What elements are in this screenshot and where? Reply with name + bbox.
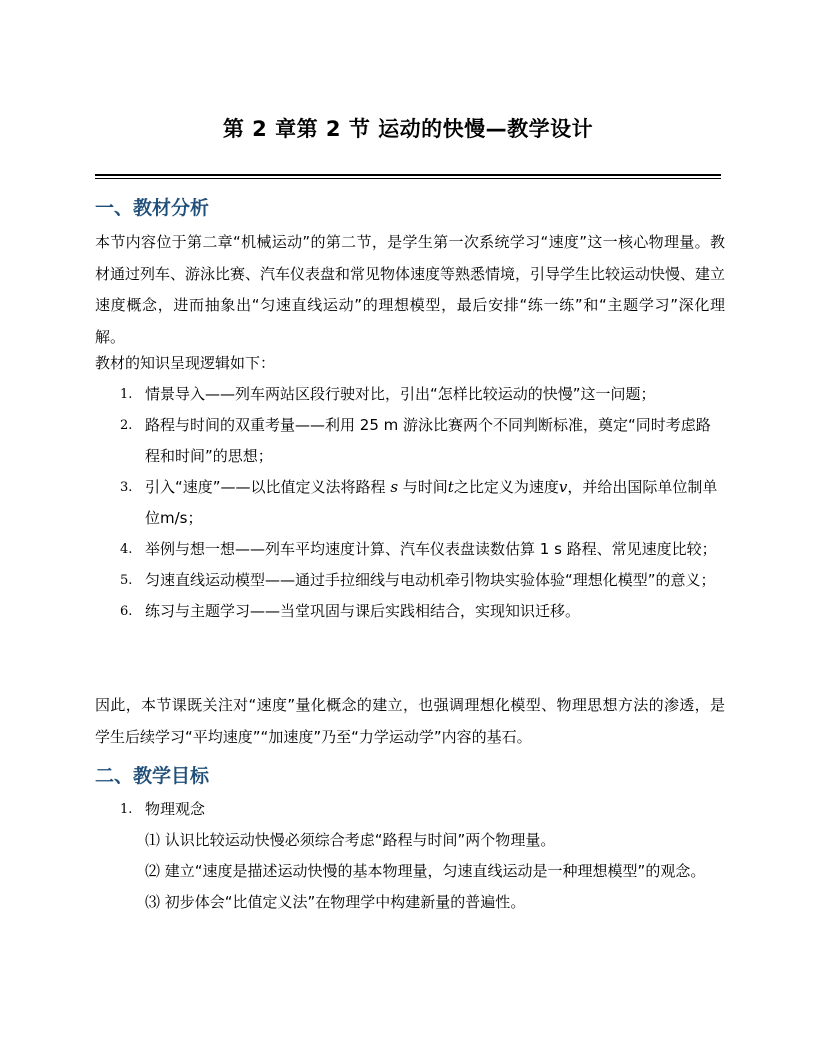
list-item-number: 1. — [120, 802, 133, 817]
sub-item: ⑶ 初步体会“比值定义法”在物理学中构建新量的普遍性。 — [145, 893, 526, 911]
list-item-text-b: 与时间 — [398, 478, 448, 496]
section1-logic-lead: 教材的知识呈现逻辑如下： — [95, 354, 276, 372]
list-item-text: 练习与主题学习——当堂巩固与课后实践相结合，实现知识迁移。 — [145, 602, 581, 620]
objectives-list — [120, 794, 720, 825]
list-item-text-c: 之比定义为速度 — [453, 478, 559, 496]
list-item-text: 物理观念 — [145, 800, 206, 818]
list-item — [120, 410, 720, 472]
sub-item: ⑴ 认识比较运动快慢必须综合考虑“路程与时间”两个物理量。 — [145, 831, 556, 849]
list-item — [120, 565, 720, 596]
document-title: 第 2 章第 2 节 运动的快慢—教学设计 — [222, 117, 594, 141]
list-item-text: 情景导入——列车两站区段行驶对比，引出“怎样比较运动的快慢”这一问题； — [145, 385, 656, 403]
list-item-text-d: ，并给出国际单位制单位m/s； — [145, 478, 718, 527]
list-item — [120, 534, 720, 565]
section1-heading: 一、教材分析 — [95, 197, 210, 219]
variable-t: t — [447, 478, 454, 496]
section2-heading: 二、教学目标 — [95, 765, 210, 787]
variable-s: s — [390, 478, 399, 496]
variable-v: v — [558, 478, 568, 496]
list-item-number: 3. — [120, 480, 133, 495]
list-item — [120, 379, 720, 410]
list-item-number: 5. — [120, 573, 133, 588]
list-item-text-a: 引入“速度”——以比值定义法将路程 — [145, 478, 391, 496]
title-divider-thin — [95, 178, 721, 179]
list-item — [120, 794, 720, 825]
section1-conclusion: 因此，本节课既关注对“速度”量化概念的建立，也强调理想化模型、物理思想方法的渗透，是学生后续学习“平均速度”“加速度”乃至“力学运动学”内容的基石。 — [95, 696, 725, 746]
objectives-sublist — [145, 825, 725, 918]
list-item — [120, 596, 720, 627]
section1-intro: 本节内容位于第二章“机械运动”的第二节，是学生第一次系统学习“速度”这一核心物理量。教材通过列车、游泳比赛、汽车仪表盘和常见物体速度等熟悉情境，引导学生比较运动快慢、建立速度概念，进而抽象出“匀速直线运动”的理想模型，最后安排“练一练”和“主题学习”深化理解。 — [95, 233, 726, 346]
list-item-number: 2. — [120, 418, 133, 433]
list-item-number: 6. — [120, 604, 133, 619]
title-divider-thick — [95, 174, 721, 176]
list-item-text: 举例与想一想——列车平均速度计算、汽车仪表盘读数估算 1 s 路程、常见速度比较； — [145, 540, 717, 558]
list-item-number: 4. — [120, 542, 133, 557]
list-item-text: 匀速直线运动模型——通过手拉细线与电动机牵引物块实验体验“理想化模型”的意义； — [145, 571, 716, 589]
list-item — [120, 472, 720, 534]
sub-item: ⑵ 建立“速度是描述运动快慢的基本物理量，匀速直线运动是一种理想模型”的观念。 — [145, 862, 706, 880]
logic-list — [120, 379, 720, 627]
list-item-number: 1. — [120, 387, 133, 402]
list-item-text: 路程与时间的双重考量——利用 25 m 游泳比赛两个不同判断标准，奠定“同时考虑路程和时间”的思想； — [145, 416, 711, 465]
